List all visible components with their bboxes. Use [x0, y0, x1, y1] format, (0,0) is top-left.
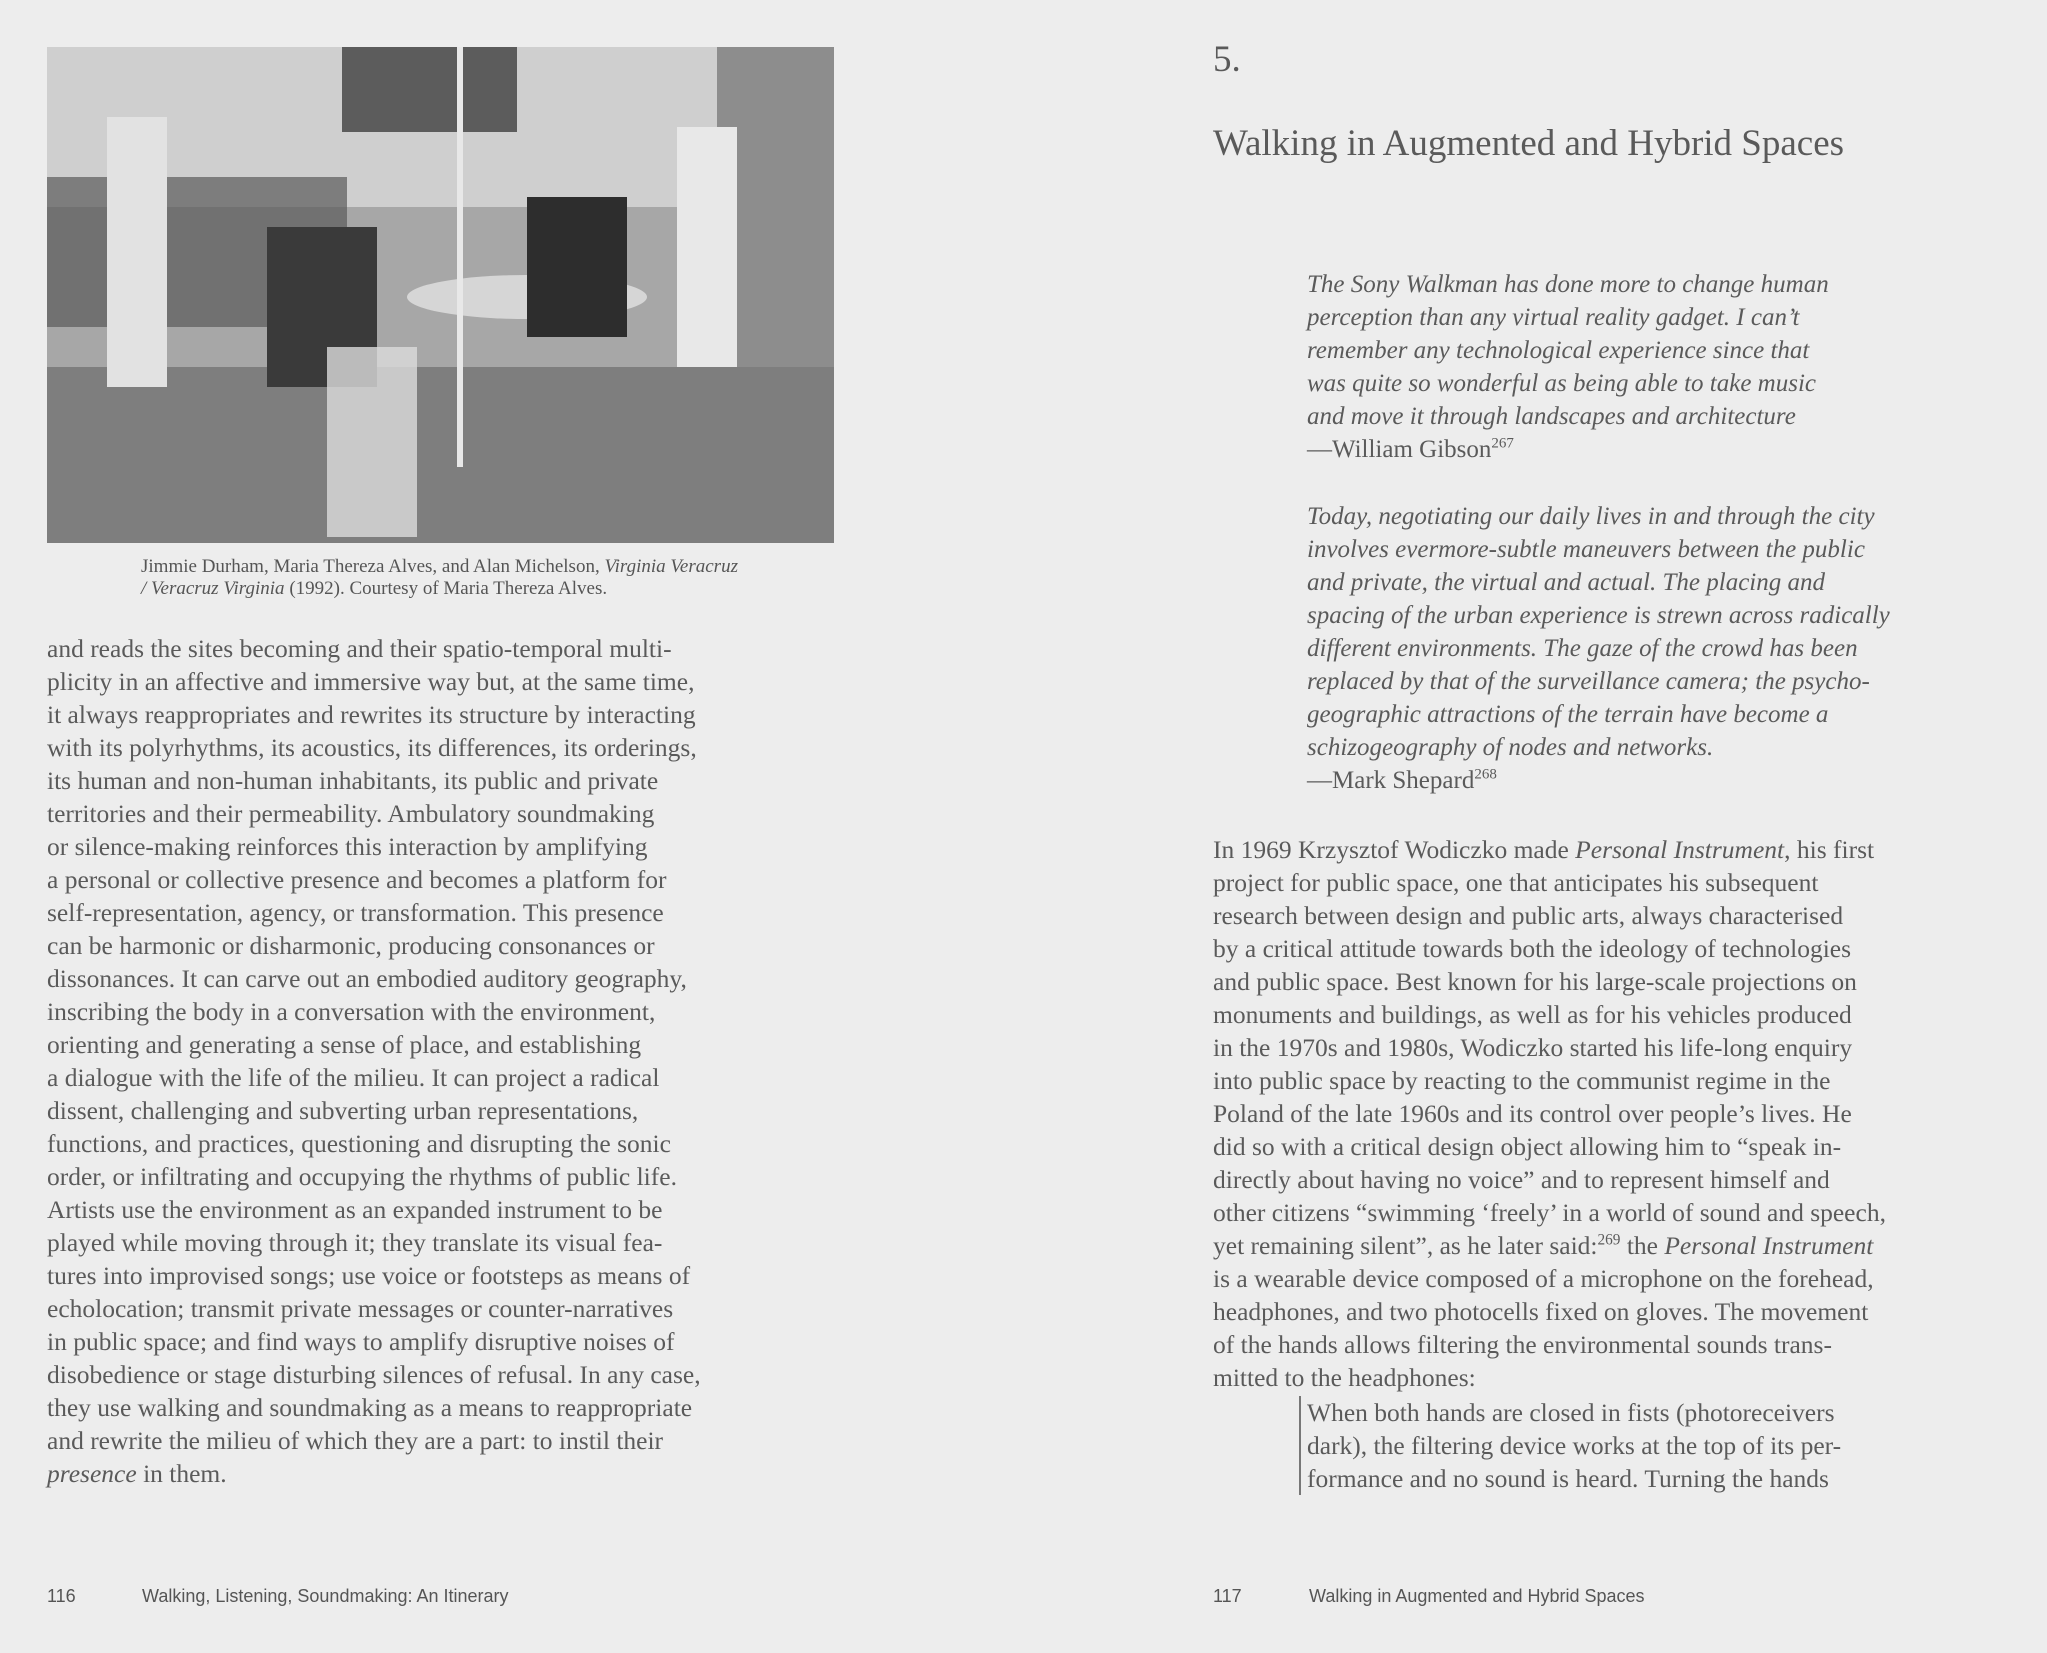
text-line: [1213, 1097, 1886, 1130]
text-segment: When both hands are closed in fists (photoreceivers: [1307, 1398, 1835, 1427]
text-line: [47, 1127, 701, 1160]
text-line: [47, 1094, 701, 1127]
text-line: [47, 1325, 701, 1358]
text-segment: disobedience or stage disturbing silences of refusal. In any case,: [47, 1360, 701, 1389]
text-line: [1307, 301, 1829, 334]
text-segment: monuments and buildings, as well as for his vehicles produced: [1213, 1000, 1852, 1029]
text-segment: Today, negotiating our daily lives in and through the city: [1307, 503, 1875, 530]
text-segment: —William Gibson: [1307, 436, 1492, 463]
text-segment: directly about having no voice” and to represent himself and: [1213, 1165, 1830, 1194]
text-line: [1213, 1196, 1886, 1229]
text-segment: a dialogue with the life of the milieu. It can project a radical: [47, 1063, 660, 1092]
footnote-ref: 268: [1474, 766, 1497, 783]
text-segment: perception than any virtual reality gadget. I can’t: [1307, 304, 1800, 331]
text-line: [47, 1061, 701, 1094]
text-line: [47, 1193, 701, 1226]
text-segment: project for public space, one that anticipates his subsequent: [1213, 868, 1819, 897]
text-segment: involves evermore-subtle maneuvers between the public: [1307, 536, 1865, 563]
text-line: [1307, 566, 1890, 599]
text-line: [1307, 1396, 1841, 1429]
text-segment: self-representation, agency, or transformation. This presence: [47, 898, 664, 927]
running-head: Walking in Augmented and Hybrid Spaces: [1309, 1586, 1645, 1606]
text-line: [47, 1259, 701, 1292]
text-line: [1307, 764, 1890, 797]
footnote-ref: 267: [1491, 435, 1514, 452]
text-segment: and rewrite the milieu of which they are a part: to instil their: [47, 1426, 664, 1455]
text-line: [47, 1358, 701, 1391]
text-line: [47, 1424, 701, 1457]
text-segment: spacing of the urban experience is strewn across radically: [1307, 602, 1890, 629]
text-line: [1307, 400, 1829, 433]
text-line: [1307, 1429, 1841, 1462]
text-line: [1213, 1163, 1886, 1196]
photo-caption: [141, 556, 841, 600]
text-segment: Personal Instrument: [1575, 835, 1785, 864]
text-segment: plicity in an affective and immersive way but, at the same time,: [47, 667, 695, 696]
text-segment: inscribing the body in a conversation with the environment,: [47, 997, 656, 1026]
text-segment: its human and non-human inhabitants, its public and private: [47, 766, 659, 795]
text-line: [1213, 899, 1886, 932]
text-segment: replaced by that of the surveillance camera; the psycho-: [1307, 668, 1870, 695]
text-segment: Artists use the environment as an expanded instrument to be: [47, 1195, 663, 1224]
text-segment: in the 1970s and 1980s, Wodiczko started his life-long enquiry: [1213, 1033, 1853, 1062]
text-line: [1213, 1130, 1886, 1163]
text-line: [47, 830, 701, 863]
text-segment: Personal Instrument: [1664, 1231, 1874, 1260]
text-segment: (1992). Courtesy of Maria Thereza Alves.: [284, 578, 608, 599]
text-segment: In 1969 Krzysztof Wodiczko made: [1213, 835, 1576, 864]
text-line: [1213, 833, 1886, 866]
text-segment: / Veracruz Virginia: [141, 578, 285, 599]
text-line: [47, 1226, 701, 1259]
body-text: [47, 632, 701, 1490]
text-line: [1307, 1462, 1841, 1495]
text-segment: in them.: [136, 1459, 227, 1488]
text-line: [47, 1028, 701, 1061]
text-segment: remember any technological experience since that: [1307, 337, 1810, 364]
body-text: [1213, 833, 1886, 1394]
text-line: [1307, 433, 1829, 466]
text-line: [1213, 1064, 1886, 1097]
text-segment: and reads the sites becoming and their spatio-temporal multi-: [47, 634, 672, 663]
text-segment: —Mark Shepard: [1307, 767, 1475, 794]
text-segment: dissent, challenging and subverting urban representations,: [47, 1096, 639, 1125]
text-segment: dissonances. It can carve out an embodied auditory geography,: [47, 964, 687, 993]
running-head: Walking, Listening, Soundmaking: An Itinerary: [142, 1586, 509, 1606]
text-line: [1307, 632, 1890, 665]
text-segment: in public space; and find ways to amplify disruptive noises of: [47, 1327, 675, 1356]
text-segment: research between design and public arts, always characterised: [1213, 901, 1844, 930]
page-number: 117: [1213, 1586, 1242, 1606]
text-line: [1213, 998, 1886, 1031]
text-line: [47, 665, 701, 698]
text-line: [1307, 268, 1829, 301]
text-segment: tures into improvised songs; use voice or footsteps as means of: [47, 1261, 691, 1290]
text-segment: or silence-making reinforces this interaction by amplifying: [47, 832, 648, 861]
text-line: [47, 797, 701, 830]
text-segment: presence: [47, 1459, 137, 1488]
text-line: [1213, 1361, 1886, 1394]
text-line: [1307, 334, 1829, 367]
text-line: [1307, 599, 1890, 632]
text-line: [47, 896, 701, 929]
text-segment: of the hands allows filtering the environmental sounds trans-: [1213, 1330, 1832, 1359]
text-segment: can be harmonic or disharmonic, producing consonances or: [47, 931, 655, 960]
text-segment: was quite so wonderful as being able to take music: [1307, 370, 1816, 397]
text-line: [1307, 731, 1890, 764]
text-segment: other citizens “swimming ‘freely’ in a world of sound and speech,: [1213, 1198, 1886, 1227]
text-segment: Jimmie Durham, Maria Thereza Alves, and Alan Michelson,: [141, 556, 605, 577]
page-number: 116: [47, 1586, 76, 1606]
text-segment: mitted to the headphones:: [1213, 1363, 1476, 1392]
text-line: [47, 731, 701, 764]
text-line: [47, 698, 701, 731]
text-segment: The Sony Walkman has done more to change human: [1307, 271, 1829, 298]
text-line: [47, 1391, 701, 1424]
text-segment: functions, and practices, questioning and disrupting the sonic: [47, 1129, 671, 1158]
block-quote: [1299, 1396, 1841, 1495]
footnote-ref: 269: [1597, 1231, 1621, 1249]
text-segment: order, or infiltrating and occupying the rhythms of public life.: [47, 1162, 677, 1191]
text-line: [1213, 1229, 1886, 1262]
text-segment: echolocation; transmit private messages or counter-narratives: [47, 1294, 674, 1323]
text-line: [1307, 665, 1890, 698]
text-segment: Poland of the late 1960s and its control over people’s lives. He: [1213, 1099, 1852, 1128]
text-segment: with its polyrhythms, its acoustics, its differences, its orderings,: [47, 733, 697, 762]
text-segment: different environments. The gaze of the crowd has been: [1307, 635, 1858, 662]
text-segment: orienting and generating a sense of place, and establishing: [47, 1030, 642, 1059]
text-segment: it always reappropriates and rewrites its structure by interacting: [47, 700, 696, 729]
text-segment: Virginia Veracruz: [604, 556, 738, 577]
text-segment: schizogeography of nodes and networks.: [1307, 734, 1714, 761]
text-line: [47, 1160, 701, 1193]
text-line: [1213, 1031, 1886, 1064]
text-line: [1213, 866, 1886, 899]
text-segment: is a wearable device composed of a microphone on the forehead,: [1213, 1264, 1874, 1293]
text-line: [1213, 965, 1886, 998]
chapter-number: 5.: [1213, 39, 1241, 80]
text-segment: yet remaining silent”, as he later said:: [1213, 1231, 1598, 1260]
text-segment: did so with a critical design object allowing him to “speak in-: [1213, 1132, 1842, 1161]
text-segment: by a critical attitude towards both the ideology of technologies: [1213, 934, 1852, 963]
text-segment: a personal or collective presence and becomes a platform for: [47, 865, 667, 894]
text-segment: and private, the virtual and actual. The placing and: [1307, 569, 1825, 596]
text-segment: territories and their permeability. Ambulatory soundmaking: [47, 799, 655, 828]
text-segment: they use walking and soundmaking as a means to reappropriate: [47, 1393, 693, 1422]
text-line: [1213, 932, 1886, 965]
text-line: [47, 1292, 701, 1325]
text-line: [47, 632, 701, 665]
text-segment: headphones, and two photocells fixed on gloves. The movement: [1213, 1297, 1869, 1326]
epigraph-shepard: [1307, 500, 1890, 797]
epigraph-gibson: [1307, 268, 1829, 466]
text-segment: and public space. Best known for his large-scale projections on: [1213, 967, 1857, 996]
text-segment: geographic attractions of the terrain have become a: [1307, 701, 1829, 728]
text-line: [47, 764, 701, 797]
text-line: [1213, 1328, 1886, 1361]
text-segment: dark), the filtering device works at the top of its per-: [1307, 1431, 1842, 1460]
text-segment: the: [1620, 1231, 1665, 1260]
chapter-title: Walking in Augmented and Hybrid Spaces: [1213, 123, 1845, 164]
archival-photograph: [47, 47, 834, 543]
text-line: [47, 863, 701, 896]
text-line: [47, 929, 701, 962]
text-line: [141, 556, 841, 578]
text-line: [1307, 698, 1890, 731]
text-line: [1307, 533, 1890, 566]
text-line: [1213, 1262, 1886, 1295]
text-line: [47, 962, 701, 995]
text-line: [1213, 1295, 1886, 1328]
text-line: [141, 578, 841, 600]
text-line: [1307, 367, 1829, 400]
text-segment: into public space by reacting to the communist regime in the: [1213, 1066, 1831, 1095]
text-segment: played while moving through it; they translate its visual fea-: [47, 1228, 663, 1257]
text-segment: , his first: [1784, 835, 1875, 864]
text-segment: formance and no sound is heard. Turning the hands: [1307, 1464, 1829, 1493]
text-line: [1307, 500, 1890, 533]
text-segment: and move it through landscapes and architecture: [1307, 403, 1796, 430]
text-line: [47, 1457, 701, 1490]
text-line: [47, 995, 701, 1028]
